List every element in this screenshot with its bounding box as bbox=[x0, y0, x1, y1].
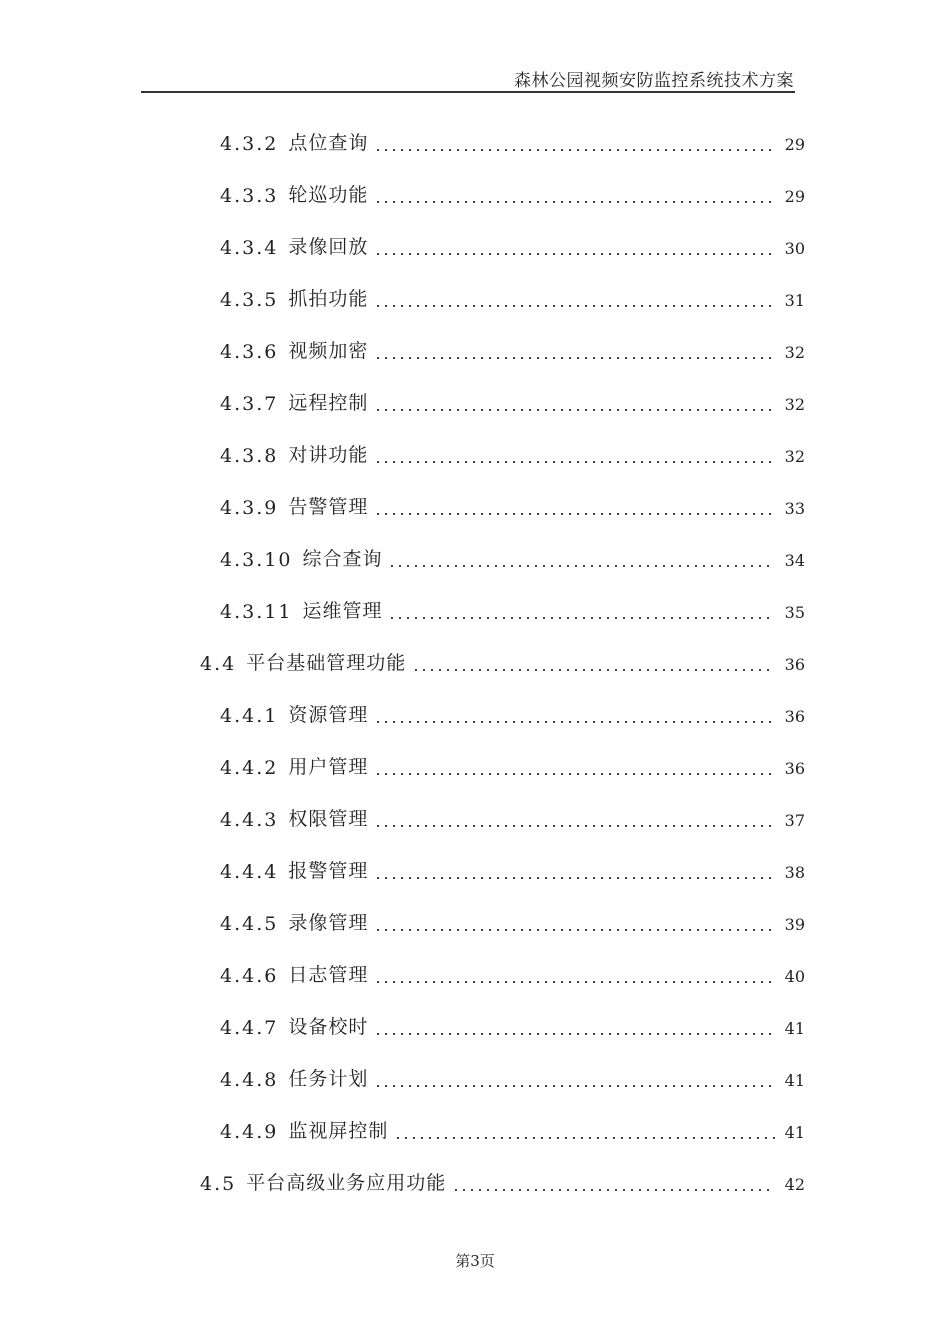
toc-entry[interactable] bbox=[220, 219, 805, 259]
toc-entry-page: 32 bbox=[784, 395, 805, 414]
toc-entry-page: 38 bbox=[784, 863, 805, 882]
toc-dot-leader bbox=[374, 201, 775, 203]
toc-entry[interactable] bbox=[220, 791, 805, 831]
toc-entry[interactable] bbox=[220, 583, 805, 623]
page-header-title: 森林公园视频安防监控系统技术方案 bbox=[514, 71, 794, 91]
toc-entry-number: 4.4.8 bbox=[220, 1069, 279, 1091]
page-number: 第3页 bbox=[455, 1252, 495, 1270]
toc-entry[interactable] bbox=[220, 843, 805, 883]
toc-entry-number: 4.3.7 bbox=[220, 393, 279, 415]
toc-entry-number: 4.4 bbox=[200, 653, 237, 675]
toc-entry-number: 4.4.4 bbox=[220, 861, 279, 883]
toc-entry[interactable] bbox=[200, 1155, 805, 1195]
toc-dot-leader bbox=[374, 929, 775, 931]
toc-entry-page: 41 bbox=[784, 1071, 805, 1090]
toc-entry[interactable] bbox=[200, 635, 805, 675]
toc-entry-title: 点位查询 bbox=[288, 132, 369, 154]
toc-entry-page: 32 bbox=[784, 343, 805, 362]
toc-dot-leader bbox=[374, 461, 775, 463]
toc-entry-page: 41 bbox=[784, 1019, 805, 1038]
toc-dot-leader bbox=[374, 1033, 775, 1035]
toc-entry-page: 41 bbox=[784, 1123, 805, 1142]
toc-dot-leader bbox=[388, 565, 775, 567]
toc-entry-page: 30 bbox=[784, 239, 805, 258]
toc-entry[interactable] bbox=[220, 167, 805, 207]
toc-entry-title: 权限管理 bbox=[288, 808, 369, 830]
toc-entry-title: 抓拍功能 bbox=[288, 288, 369, 310]
toc-entry-page: 29 bbox=[784, 135, 805, 154]
toc-entry[interactable] bbox=[220, 271, 805, 311]
toc-entry-number: 4.4.1 bbox=[220, 705, 279, 727]
toc-entry-title: 日志管理 bbox=[288, 964, 369, 986]
toc-dot-leader bbox=[374, 773, 775, 775]
toc-entry-number: 4.4.9 bbox=[220, 1121, 279, 1143]
toc-dot-leader bbox=[374, 721, 775, 723]
toc-entry[interactable] bbox=[220, 531, 805, 571]
toc-entry-title: 视频加密 bbox=[288, 340, 369, 362]
toc-entry-number: 4.4.6 bbox=[220, 965, 279, 987]
toc-entry-page: 31 bbox=[784, 291, 805, 310]
toc-entry[interactable] bbox=[220, 479, 805, 519]
toc-entry-page: 35 bbox=[784, 603, 805, 622]
toc-dot-leader bbox=[374, 981, 775, 983]
toc-entry-page: 33 bbox=[784, 499, 805, 518]
toc-entry[interactable] bbox=[220, 947, 805, 987]
toc-entry-number: 4.3.11 bbox=[220, 601, 293, 623]
toc-entry[interactable] bbox=[220, 115, 805, 155]
toc-entry-number: 4.4.2 bbox=[220, 757, 279, 779]
toc-entry-title: 远程控制 bbox=[288, 392, 369, 414]
toc-entry-page: 39 bbox=[784, 915, 805, 934]
toc-entry-page: 29 bbox=[784, 187, 805, 206]
toc-entry[interactable] bbox=[220, 1051, 805, 1091]
toc-entry-number: 4.3.8 bbox=[220, 445, 279, 467]
toc-entry-title: 报警管理 bbox=[288, 860, 369, 882]
toc-entry-title: 设备校时 bbox=[288, 1016, 369, 1038]
toc-entry-page: 36 bbox=[784, 707, 805, 726]
toc-dot-leader bbox=[374, 253, 775, 255]
toc-entry-page: 37 bbox=[784, 811, 805, 830]
toc-entry-title: 综合查询 bbox=[302, 548, 383, 570]
toc-entry-number: 4.3.2 bbox=[220, 133, 279, 155]
toc-entry[interactable] bbox=[220, 427, 805, 467]
toc-entry[interactable] bbox=[220, 1103, 805, 1143]
toc-entry-title: 资源管理 bbox=[288, 704, 369, 726]
toc-dot-leader bbox=[412, 669, 775, 671]
toc-entry-number: 4.5 bbox=[200, 1173, 237, 1195]
toc-dot-leader bbox=[374, 305, 775, 307]
toc-entry-number: 4.3.6 bbox=[220, 341, 279, 363]
toc-dot-leader bbox=[374, 357, 775, 359]
toc-dot-leader bbox=[394, 1137, 775, 1139]
toc-entry[interactable] bbox=[220, 739, 805, 779]
toc-entry-page: 36 bbox=[784, 655, 805, 674]
toc-entry-number: 4.3.4 bbox=[220, 237, 279, 259]
toc-entry-page: 32 bbox=[784, 447, 805, 466]
toc-dot-leader bbox=[374, 877, 775, 879]
toc-entry-title: 平台基础管理功能 bbox=[246, 652, 407, 674]
toc-entry-title: 任务计划 bbox=[288, 1068, 369, 1090]
toc-entry-title: 运维管理 bbox=[302, 600, 383, 622]
toc-entry-title: 轮巡功能 bbox=[288, 184, 369, 206]
toc-entry-title: 录像管理 bbox=[288, 912, 369, 934]
toc-entry[interactable] bbox=[220, 999, 805, 1039]
toc-entry[interactable] bbox=[220, 375, 805, 415]
toc-entry-number: 4.3.5 bbox=[220, 289, 279, 311]
toc-entry-number: 4.4.5 bbox=[220, 913, 279, 935]
toc-entry-number: 4.3.3 bbox=[220, 185, 279, 207]
toc-entry-title: 告警管理 bbox=[288, 496, 369, 518]
toc-entry[interactable] bbox=[220, 687, 805, 727]
toc-entry-title: 录像回放 bbox=[288, 236, 369, 258]
toc-entry-page: 34 bbox=[784, 551, 805, 570]
toc-entry-number: 4.4.7 bbox=[220, 1017, 279, 1039]
toc-dot-leader bbox=[374, 149, 775, 151]
toc-entry-number: 4.3.10 bbox=[220, 549, 293, 571]
toc-entry-title: 监视屏控制 bbox=[288, 1120, 389, 1142]
toc-entry-page: 36 bbox=[784, 759, 805, 778]
toc-entry[interactable] bbox=[220, 323, 805, 363]
toc-entry-number: 4.4.3 bbox=[220, 809, 279, 831]
toc-entry-page: 40 bbox=[784, 967, 805, 986]
toc-entry-page: 42 bbox=[784, 1175, 805, 1194]
toc-dot-leader bbox=[388, 617, 775, 619]
toc-dot-leader bbox=[374, 409, 775, 411]
header-divider bbox=[141, 91, 795, 93]
toc-entry-title: 用户管理 bbox=[288, 756, 369, 778]
toc-entry-title: 平台高级业务应用功能 bbox=[246, 1172, 447, 1194]
toc-entry-title: 对讲功能 bbox=[288, 444, 369, 466]
toc-entry[interactable] bbox=[220, 895, 805, 935]
toc-dot-leader bbox=[452, 1189, 775, 1191]
toc-entry-number: 4.3.9 bbox=[220, 497, 279, 519]
toc-dot-leader bbox=[374, 513, 775, 515]
toc-dot-leader bbox=[374, 825, 775, 827]
toc-dot-leader bbox=[374, 1085, 775, 1087]
